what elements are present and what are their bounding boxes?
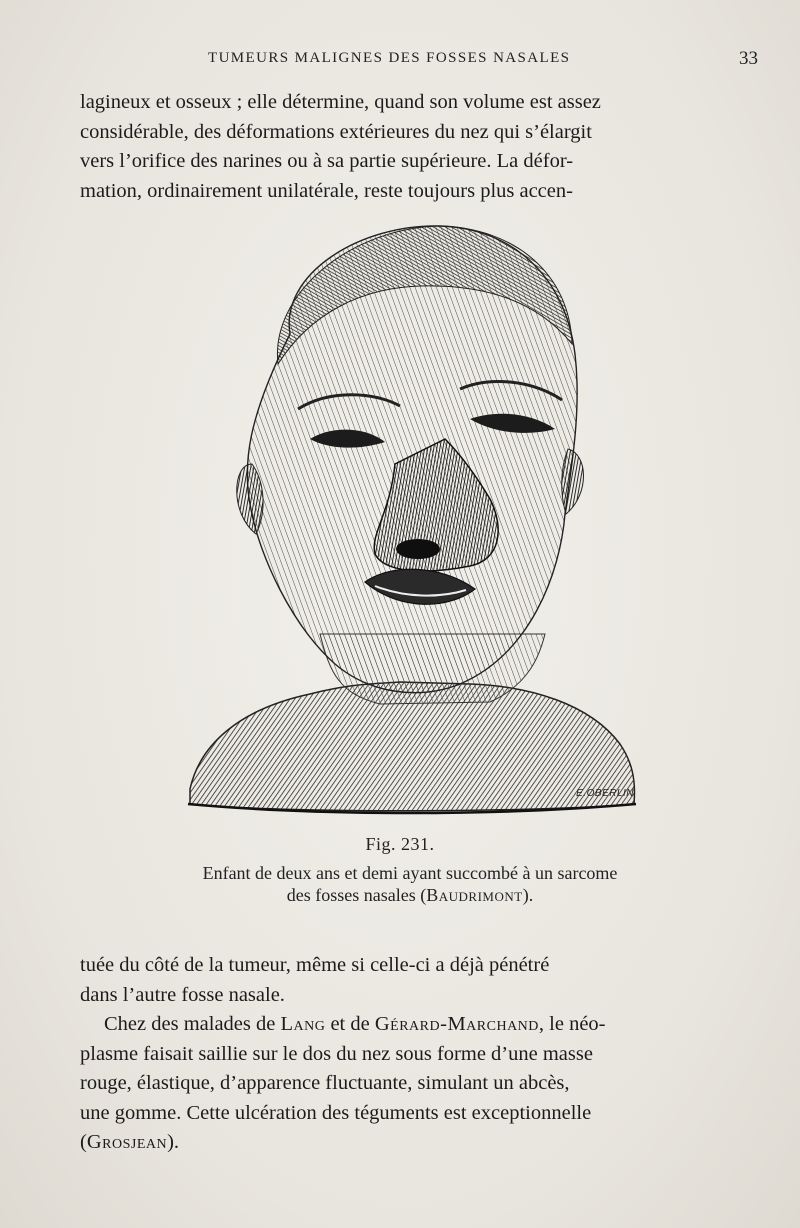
author-name: Gérard-Marchand [374, 1013, 539, 1035]
text-line: considérable, des déformations extérieures du nez qui s’élargit [80, 120, 592, 143]
text-line: rouge, élastique, d’apparence fluctuante, simulant un abcès, [80, 1072, 570, 1094]
child-bust-engraving [170, 214, 650, 824]
caption-line-suffix: ). [522, 885, 534, 905]
text-line: une gomme. Cette ulcération des téguments est exceptionnelle [80, 1101, 592, 1124]
running-title: TUMEURS MALIGNES DES FOSSES NASALES [208, 50, 571, 66]
text-line [80, 1010, 762, 1040]
text-line: lagineux et osseux ; elle détermine, quand son volume est assez [80, 91, 601, 113]
text-line: tuée du côté de la tumeur, même si celle-ci a déjà pénétré [80, 954, 550, 976]
text-fragment: , le néo- [538, 1013, 606, 1035]
text-fragment: ( [80, 1131, 87, 1153]
caption-line-prefix: des fosses nasales ( [286, 885, 427, 905]
text-fragment: ). [167, 1131, 180, 1153]
bottom-text [80, 951, 762, 1158]
engraver-signature: E.OBERLIN [576, 788, 634, 799]
running-head [78, 46, 762, 74]
figure-label: Fig. 231. [365, 834, 435, 854]
caption-line: Enfant de deux ans et demi ayant succombé à un sarcome [202, 863, 618, 883]
text-line: mation, ordinairement unilatérale, reste toujours plus accen- [80, 179, 573, 202]
caption-author: Baudrimont [426, 885, 523, 905]
page-number: 33 [739, 48, 758, 69]
text-line: plasme faisait saillie sur le dos du nez sous forme d’une masse [80, 1042, 593, 1065]
text-fragment: et de [325, 1013, 375, 1035]
author-name: Grosjean [86, 1131, 168, 1153]
figure-caption [100, 862, 720, 906]
text-line: vers l’orifice des narines ou à sa partie supérieure. La défor- [80, 150, 574, 172]
text-fragment: Chez des malades de [104, 1013, 281, 1035]
engraving-figure [170, 214, 650, 824]
text-line: dans l’autre fosse nasale. [80, 983, 285, 1006]
author-name: Lang [280, 1013, 326, 1035]
top-paragraph [80, 88, 762, 206]
text-line [80, 1128, 762, 1158]
